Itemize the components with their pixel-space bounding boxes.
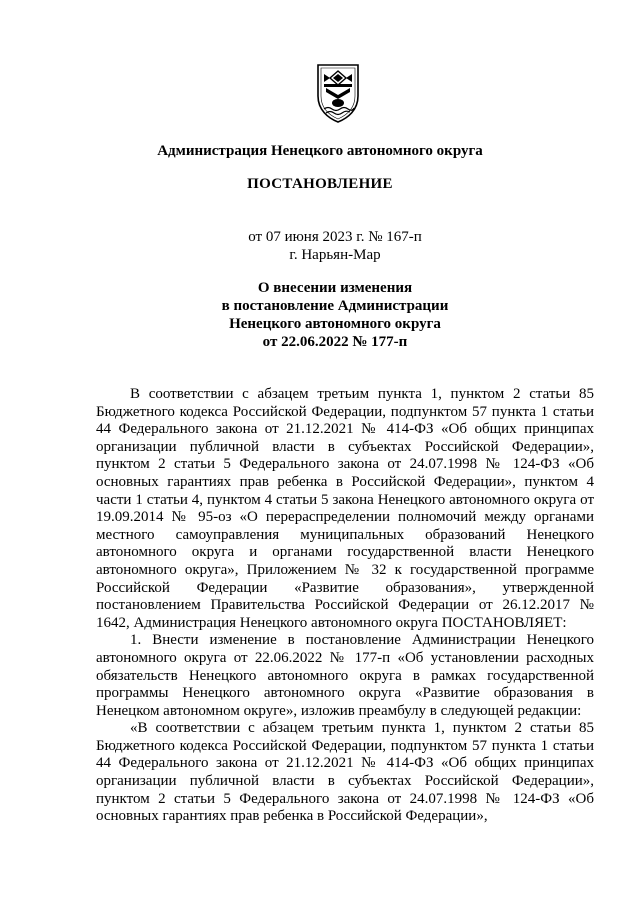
document-subject [0, 279, 640, 351]
organization-title: Администрация Ненецкого автономного округа [157, 143, 483, 159]
document-body [96, 386, 594, 826]
quoted-preamble-paragraph: «В соответствии с абзацем третьим пункта 1, пунктом 2 статьи 85 Бюджетного кодекса Российской Федерации, подпунктом 57 пункта 1 статьи 44 Федерального закона от 21.12.2021 № 414-ФЗ «Об общих принципах организации публичной власти в субъектах Российской Федерации», пунктом 2 статьи 5 Федерального закона от 24.07.1998 № 124-ФЗ «Об основных гарантиях прав ребенка в Российской Федерации», [96, 720, 594, 825]
subject-line: Ненецкого автономного округа [229, 316, 441, 332]
city: г. Нарьян-Мар [289, 247, 381, 263]
date-and-number: от 07 июня 2023 г. № 167-п [248, 229, 422, 245]
document-type: ПОСТАНОВЛЕНИЕ [247, 176, 393, 192]
preamble-paragraph: В соответствии с абзацем третьим пункта 1, пунктом 2 статьи 85 Бюджетного кодекса Российской Федерации, подпунктом 57 пункта 1 статьи 44 Федерального закона от 21.12.2021 № 414-ФЗ «Об общих принципах организации публичной власти в субъектах Российской Федерации», пунктом 2 статьи 5 Федерального закона от 24.07.1998 № 124-ФЗ «Об основных гарантиях прав ребенка в Российской Федерации», пунктом 4 части 1 статьи 4, пунктом 4 статьи 5 закона Ненецкого автономного округа от 19.09.2014 № 95-оз «О перераспределении полномочий между органами местного самоуправления муниципальных образований Ненецкого автономного округа и органами государственной власти Ненецкого автономного округа», Приложением № 32 к государственной программе Российской Федерации «Развитие образования», утвержденной постановлением Правительства Российской Федерации от 26.12.2017 № 1642, Администрация Ненецкого автономного округа ПОСТАНОВЛЯЕТ: [96, 386, 594, 631]
subject-line: в постановление Администрации [221, 298, 449, 314]
nenets-okrug-coat-of-arms-icon [314, 62, 362, 124]
subject-line: О внесении изменения [257, 280, 413, 296]
item-1-paragraph: 1. Внести изменение в постановление Администрации Ненецкого автономного округа от 22.06.2022 № 177-п «Об установлении расходных обязательств Ненецкого автономного округа в рамках государственной программы Ненецкого автономного округа «Развитие образования в Ненецком автономном округе», изложив преамбулу в следующей редакции: [96, 632, 594, 719]
subject-line: от 22.06.2022 № 177-п [262, 334, 408, 350]
